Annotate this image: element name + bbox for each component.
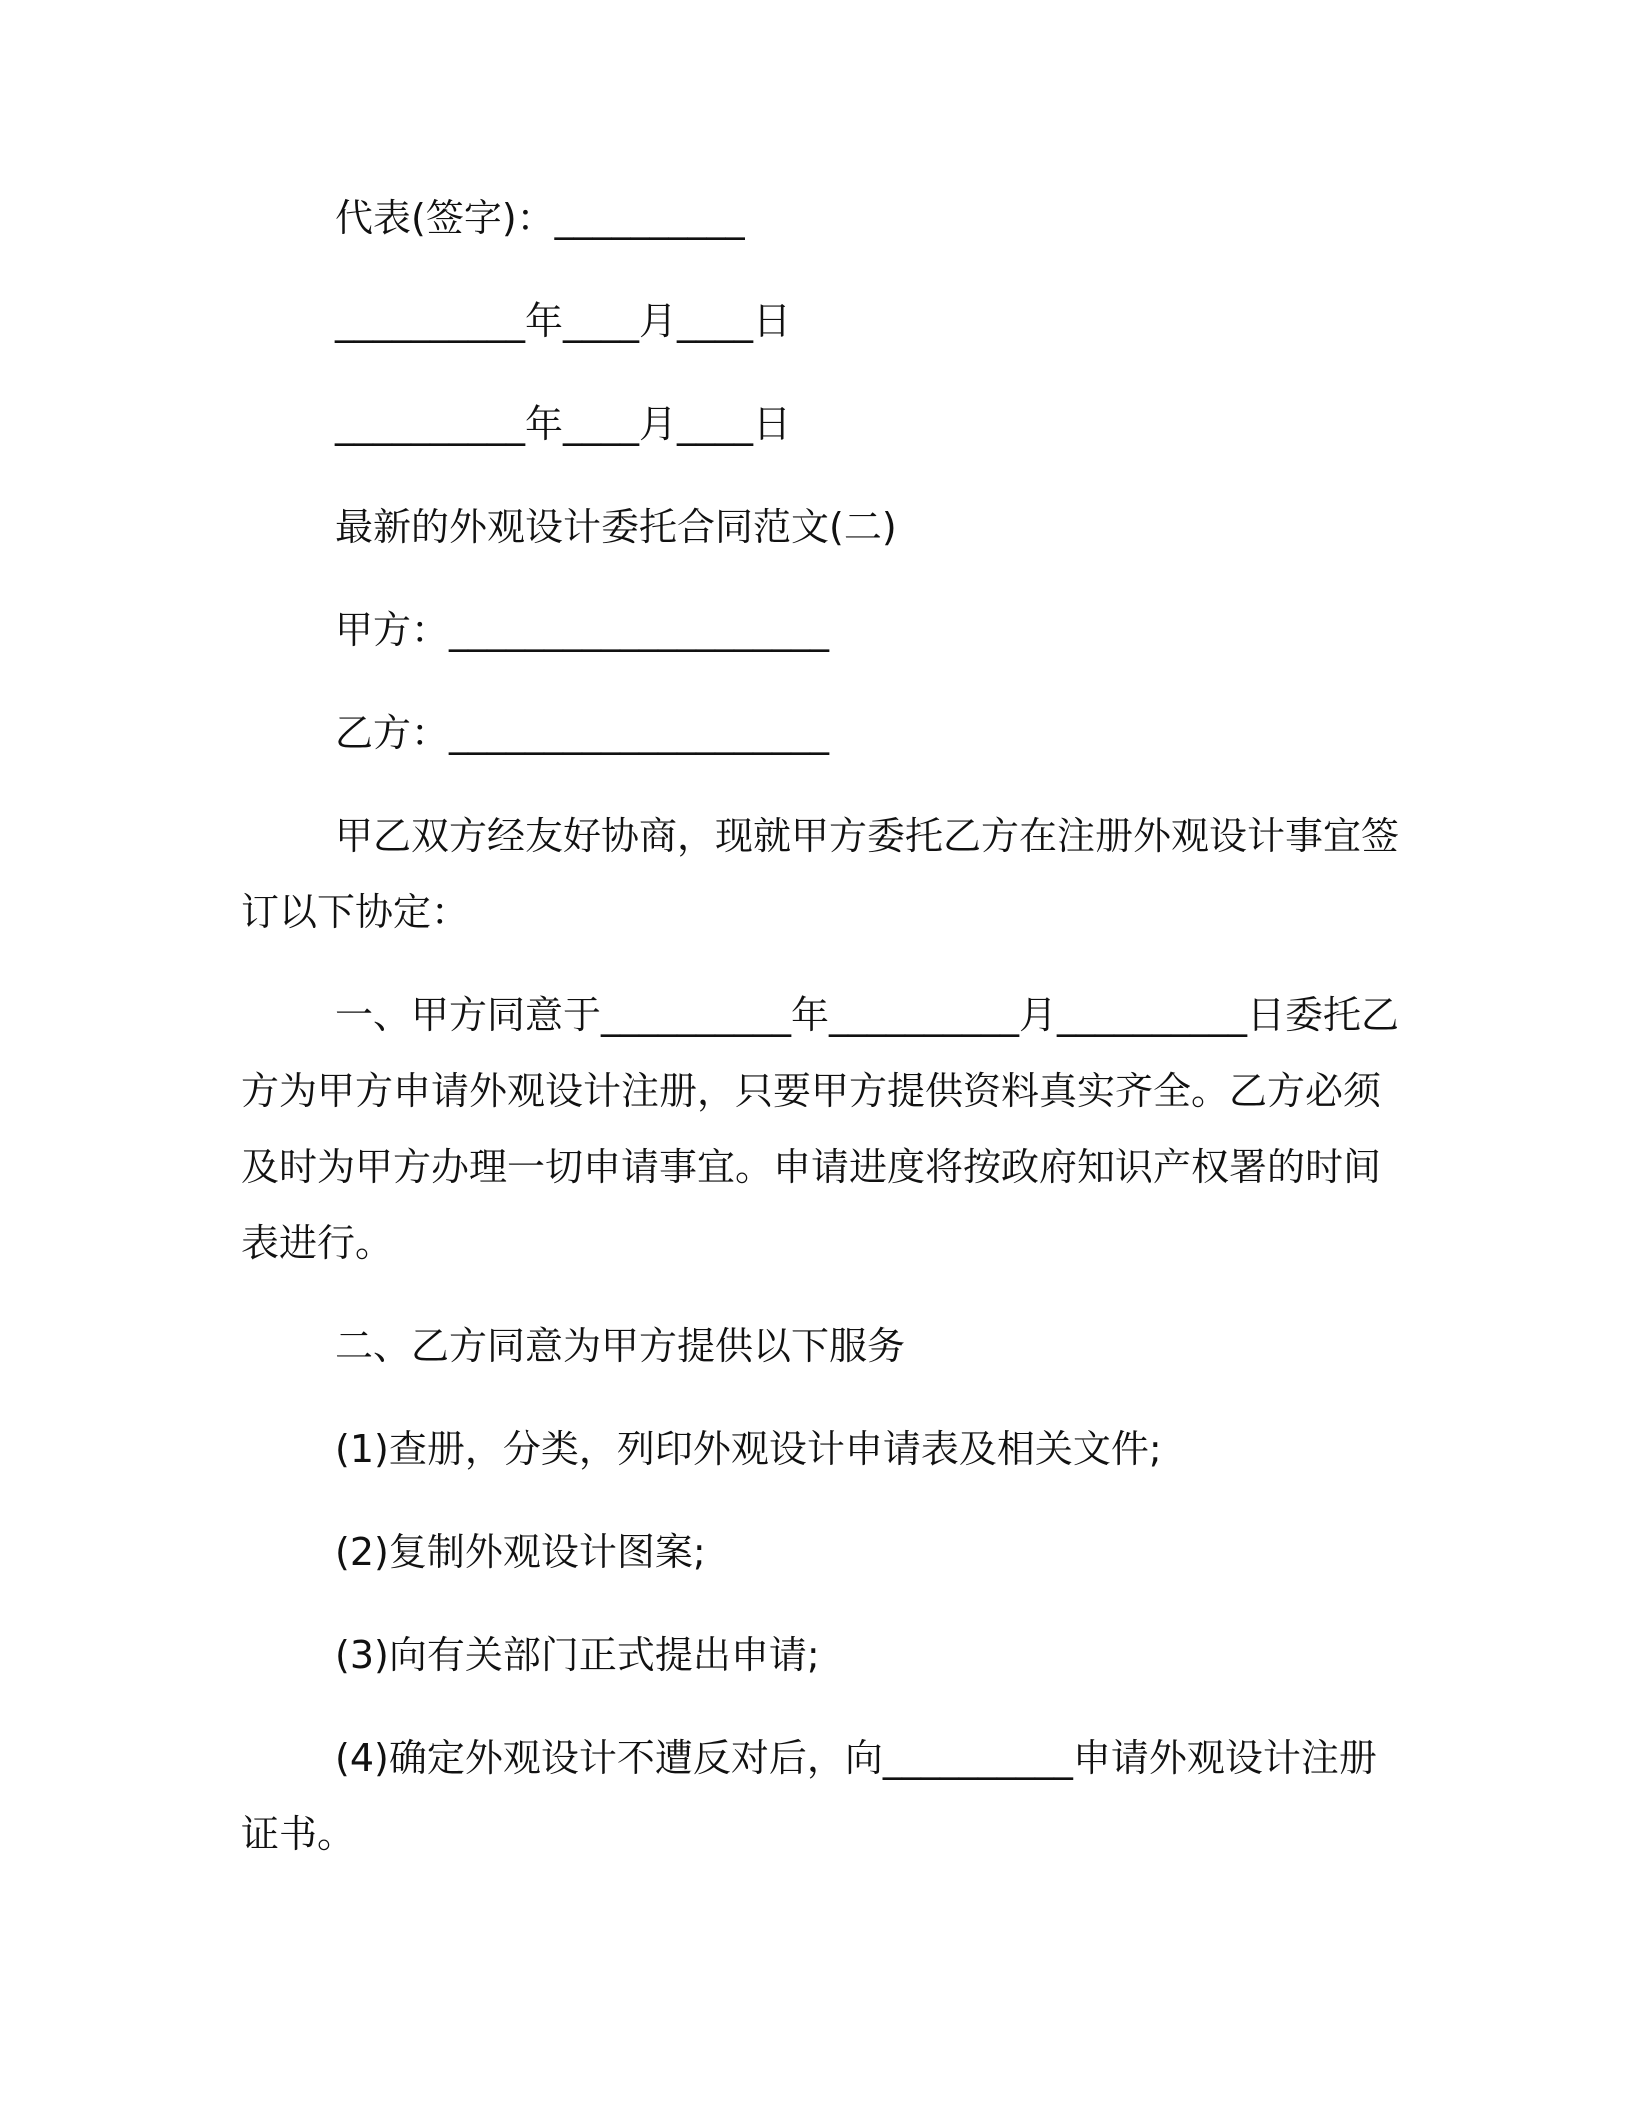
- list-item: (2)复制外观设计图案;: [335, 1530, 706, 1574]
- paragraph-line: 方为甲方申请外观设计注册，只要甲方提供资料真实齐全。乙方必须: [241, 1069, 1382, 1113]
- list-item: (4)确定外观设计不遭反对后，向__________申请外观设计注册: [335, 1736, 1377, 1780]
- paragraph-line: 甲乙双方经友好协商，现就甲方委托乙方在注册外观设计事宜签: [335, 814, 1400, 858]
- section-heading: 二、乙方同意为甲方提供以下服务: [335, 1324, 906, 1368]
- list-item: 证书。: [241, 1812, 356, 1856]
- section-title: 最新的外观设计委托合同范文(二): [335, 505, 897, 549]
- date-line: __________年____月____日: [335, 299, 792, 343]
- paragraph-line: 一、甲方同意于__________年__________月__________日委托乙: [335, 993, 1400, 1037]
- paragraph-line: 及时为甲方办理一切申请事宜。申请进度将按政府知识产权署的时间: [241, 1145, 1382, 1189]
- paragraph-line: 订以下协定：: [241, 890, 470, 934]
- list-item: (1)查册，分类，列印外观设计申请表及相关文件;: [335, 1427, 1162, 1471]
- date-line: __________年____月____日: [335, 402, 792, 446]
- representative-signature-line: 代表(签字)：__________: [335, 196, 745, 240]
- list-item: (3)向有关部门正式提出申请;: [335, 1633, 820, 1677]
- party-a-line: 甲方：____________________: [335, 608, 830, 652]
- paragraph-line: 表进行。: [241, 1221, 394, 1265]
- party-b-line: 乙方：____________________: [335, 711, 830, 755]
